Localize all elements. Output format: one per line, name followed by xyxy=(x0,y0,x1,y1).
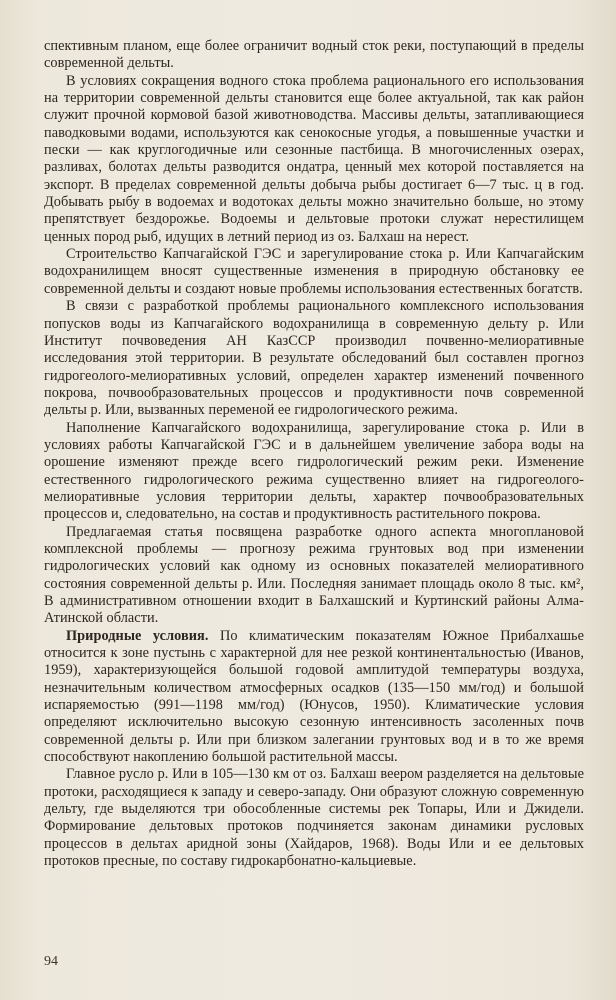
paragraph-1: спективным планом, еще более ограничит водный сток реки, поступающий в пределы современной дельты. xyxy=(44,38,584,72)
paragraph-7 xyxy=(44,628,584,767)
paragraph-7-text: По климатическим показателям Южное Прибалхашье относится к зоне пустынь с характерной для нее резкой континентальностью (Иванов, 1959), характеризующейся большой годовой амплитудой температуры воздуха, незначительным количеством атмосферных осадков (135—150 мм/год) и большой испаряемостью (991—1198 мм/год) (Юнусов, 1950). Климатические условия определяют исключительно высокую сезонную интенсивность засоленных почв современной дельты р. Или при близком залегании грунтовых вод и в то же время способствуют накоплению большой растительной массы. xyxy=(44,627,584,766)
paragraph-5: Наполнение Капчагайского водохранилища, зарегулирование стока р. Или в условиях работы Капчагайской ГЭС и в дальнейшем увеличение забора воды на орошение изменяют прежде всего гидрологический режим реки. Изменение естественного гидрологического режима существенно влияет на гидрогеолого-мелиоративные условия территории дельты, характер почвообразовательных процессов и, следовательно, на состав и продуктивность растительного покрова. xyxy=(44,419,584,523)
page-number: 94 xyxy=(44,954,58,969)
section-heading: Природные условия. xyxy=(66,627,209,644)
body-text xyxy=(44,38,584,871)
paragraph-6: Предлагаемая статья посвящена разработке одного аспекта многоплановой комплексной проблемы — прогнозу режима грунтовых вод при изменении гидрологических условий как одному из основных показателей мелиоративного состояния современной дельты р. Или. Последняя занимает площадь около 8 тыс. км², В административном отношении входит в Балхашский и Куртинский районы Алма-Атинской области. xyxy=(44,523,584,627)
paragraph-2: В условиях сокращения водного стока проблема рационального его использования на территории современной дельты становится еще более актуальной, так как район служит прочной кормовой базой животноводства. Массивы дельты, затапливающиеся паводковыми водами, используются как сенокосные угодья, а повышенные участки и пески — как круглогодичные или сезонные пастбища. В многочисленных озерах, разливах, болотах дельты разводится ондатра, ценный мех которой поставляется на экспорт. В пределах современной дельты добыча рыбы достигает 6—7 тыс. ц в год. Добывать рыбу в водоемах и водотоках дельты можно значительно больше, но этому препятствует бездорожье. Водоемы и дельтовые протоки служат нерестилищем ценных пород рыб, идущих в летний период из оз. Балхаш на нерест. xyxy=(44,72,584,245)
paragraph-4: В связи с разработкой проблемы рационального комплексного использования попусков воды из Капчагайского водохранилища в современную дельту р. Или Институт почвоведения АН КазССР производил почвенно-мелиоративные исследования этой территории. В результате обследований был составлен прогноз гидрогеолого-мелиоративных условий, определен характер изменений почвенного покрова, почвообразовательных процессов и продуктивности почв современной дельты р. Или, вызванных переменой ее гидрологического режима. xyxy=(44,298,584,419)
paragraph-3: Строительство Капчагайской ГЭС и зарегулирование стока р. Или Капчагайским водохранилищем вносят существенные изменения в природную обстановку ее современной дельты и создают новые проблемы использования естественных богатств. xyxy=(44,246,584,297)
paragraph-8: Главное русло р. Или в 105—130 км от оз. Балхаш веером разделяется на дельтовые протоки, расходящиеся к западу и северо-западу. Они образуют сложную современную дельту, где выделяются три обособленные системы рек Топары, Или и Джидели. Формирование дельтовых протоков подчиняется законам динамики русловых процессов в дельтах аридной зоны (Хайдаров, 1968). Воды Или и ее дельтовых протоков пресные, по составу гидрокарбонатно-кальциевые. xyxy=(44,766,584,870)
